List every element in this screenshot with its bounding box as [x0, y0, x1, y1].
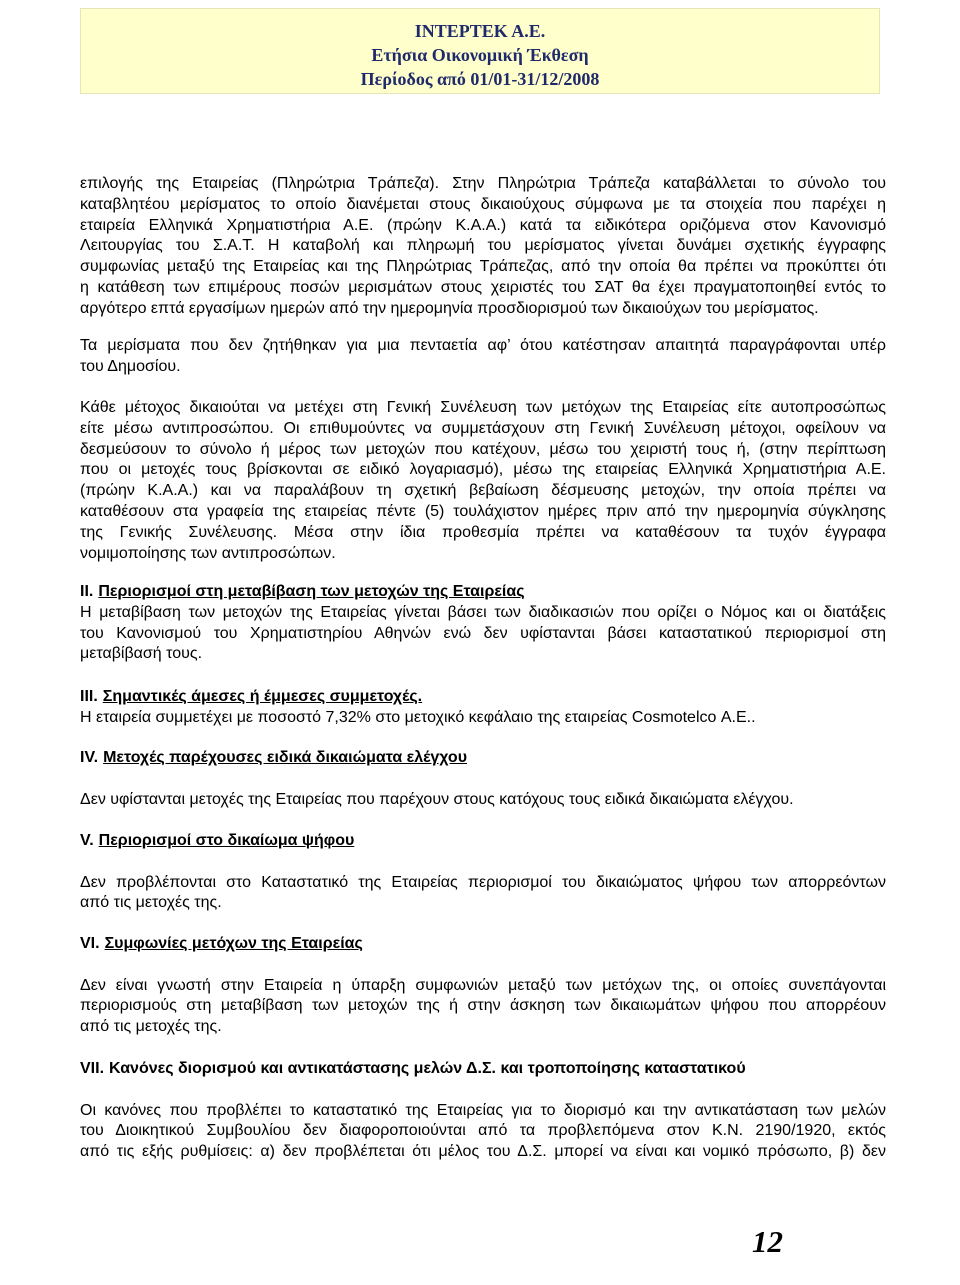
text-line: συμφωνίας μεταξύ της Εταιρείας και της Πληρώτριας Τράπεζας, από την οποία θα πρέπει να προκύπτει ότι: [80, 258, 886, 276]
section-iv: [80, 748, 886, 810]
page-number: 12: [752, 1224, 783, 1259]
text-line: δεσμεύσουν το σύνολο ή μέρος των μετοχών που κατέχουν, μέσω του χειριστή τους ή, (στην περίπτωση: [80, 440, 886, 458]
text-line: η κατάθεση των επιμέρους ποσών μερισμάτων στους χειριστές του ΣΑΤ θα έχει πραγματοποιηθεί εντός το: [80, 278, 886, 296]
section-title: Σημαντικές άμεσες ή έμμεσες συμμετοχές.: [102, 688, 423, 705]
text-line: μεταβίβασή τους.: [80, 645, 203, 663]
section-number: VI.: [80, 935, 100, 952]
blank-line: [80, 852, 886, 873]
section-title: Περιορισμοί στη μεταβίβαση των μετοχών της Εταιρείας: [98, 583, 525, 600]
text-line: από τις μετοχές της.: [80, 894, 222, 912]
paragraph-unclaimed-dividends: [80, 336, 886, 378]
section-heading: [80, 687, 886, 708]
section-heading: [80, 582, 886, 603]
company-name: ΙΝΤΕΡΤΕΚ Α.Ε.: [414, 21, 546, 41]
text-line: Οι κανόνες που προβλέπει το καταστατικό της Εταιρείας για το διορισμό και την αντικατάσταση των μελών: [80, 1101, 886, 1119]
section-number: II.: [80, 583, 94, 600]
section-ii: [80, 582, 886, 665]
text-line: περιορισμούς στη μεταβίβαση των μετοχών της ή στην άσκηση των δικαιωμάτων ψήφου που απορρέουν: [80, 997, 886, 1015]
paragraph-general-meeting: [80, 398, 886, 564]
text-line: εταιρεία Ελληνικά Χρηματιστήρια Α.Ε. (πρώην Κ.Α.Α.) κατά τα ειδικότερα οριζόμενα στον Κανονισμό: [80, 216, 886, 234]
blank-line: [80, 1080, 886, 1101]
section-number: VII.: [80, 1060, 105, 1077]
section-title: Μετοχές παρέχουσες ειδικά δικαιώματα ελέγχου: [103, 749, 468, 766]
text-line: επιλογής της Εταιρείας (Πληρώτρια Τράπεζα). Στην Πληρώτρια Τράπεζα καταβάλλεται το σύνολο του: [80, 175, 886, 192]
text-line: Δεν προβλέπονται στο Καταστατικό της Εταιρείας περιορισμοί του δικαιώματος ψήφου των απορρεόντων: [80, 873, 886, 891]
section-vi: [80, 934, 886, 1038]
section-title: Συμφωνίες μετόχων της Εταιρείας: [104, 935, 363, 952]
section-v: [80, 831, 886, 914]
text-line: νομιμοποίησης των αντιπροσώπων.: [80, 544, 336, 562]
text-line: καταθέσουν στα γραφεία της εταιρείας πέντε (5) τουλάχιστον ημέρες πριν από την ημερομηνία σύγκλησης: [80, 502, 886, 520]
section-title: Περιορισμοί στο δικαίωμα ψήφου: [98, 832, 355, 849]
text-line: του Διοικητικού Συμβουλίου δεν διαφοροποιούνται από τα προβλεπόμενα στον Κ.Ν. 2190/1920, εκτός: [80, 1122, 886, 1140]
text-line: Λειτουργίας του Σ.Α.Τ. Η καταβολή και πληρωμή του μερίσματος γίνεται δυνάμει σχετικής έγγραφης: [80, 237, 886, 255]
text-line: είτε μέσω αντιπροσώπου. Οι επιθυμούντες να συμμετάσχουν στη Γενική Συνέλευση μέτοχοι, οφείλουν να: [80, 419, 886, 437]
report-header: [80, 8, 880, 94]
text-line: Κάθε μέτοχος δικαιούται να μετέχει στη Γενική Συνέλευση των μετόχων της Εταιρείας είτε αυτοπροσώπως: [80, 399, 886, 416]
section-heading: [80, 831, 886, 852]
report-title: Ετήσια Οικονομική Έκθεση: [371, 45, 589, 65]
paragraph-dividend-payment: [80, 174, 886, 320]
section-heading: [80, 748, 886, 769]
text-line: Η εταιρεία συμμετέχει με ποσοστό 7,32% στο μετοχικό κεφάλαιο της εταιρείας Cosmotelco Α.Ε..: [80, 708, 756, 726]
text-line: από τις μετοχές της.: [80, 1018, 222, 1036]
text-line: που οι μετοχές τους βρίσκονται σε ειδικό λογαριασμό), μέσω της εταιρείας Ελληνικά Χρηματιστήρια Α.Ε.: [80, 461, 886, 479]
section-heading: [80, 934, 886, 955]
text-line: του Κανονισμού του Χρηματιστηρίου Αθηνών ενώ δεν υφίστανται βάσει καταστατικού περιορισμοί στη: [80, 624, 886, 642]
blank-line: [80, 955, 886, 976]
section-number: IV.: [80, 749, 99, 766]
text-line: του Δημοσίου.: [80, 357, 181, 375]
section-heading: [80, 1059, 886, 1080]
section-number: V.: [80, 832, 94, 849]
text-line: της Γενικής Συνέλευσης. Μέσα στην ίδια προθεσμία πρέπει να καταθέσουν τα τυχόν έγγραφα: [80, 523, 886, 541]
text-line: καταβλητέου μερίσματος το οποίο διανέμεται στους δικαιούχους σύμφωνα με τα στοιχεία που παρέχει η: [80, 195, 886, 213]
text-line: αργότερο επτά εργασίμων ημερών από την ημερομηνία προσδιορισμού των δικαιούχων του μερίσματος.: [80, 299, 819, 317]
text-line: Η μεταβίβαση των μετοχών της Εταιρείας γίνεται βάσει των διαδικασιών που ορίζει ο Νόμος και οι διατάξεις: [80, 603, 886, 621]
section-title: Κανόνες διορισμού και αντικατάστασης μελών Δ.Σ. και τροποποίησης καταστατικού: [109, 1060, 746, 1077]
text-line: Τα μερίσματα που δεν ζητήθηκαν για μια πενταετία αφ’ ότου κατέστησαν απαιτητά παραγράφονται υπέρ: [80, 337, 886, 354]
text-line: Δεν είναι γνωστή στην Εταιρεία η ύπαρξη συμφωνιών μεταξύ των μετόχων της, οι οποίες συνεπάγονται: [80, 976, 886, 994]
section-iii: [80, 687, 886, 729]
section-vii: [80, 1059, 886, 1163]
report-period: Περίοδος από 01/01-31/12/2008: [360, 69, 600, 89]
text-line: (πρώην Κ.Α.Α.) και να παραλάβουν τη σχετική βεβαίωση δέσμευσης μετοχών, την οποία πρέπει να: [80, 482, 886, 500]
text-line: από τις εξής ρυθμίσεις: α) δεν προβλέπεται ότι μέλος του Δ.Σ. μπορεί να είναι και νομικό πρόσωπο, β) δεν: [80, 1143, 886, 1161]
blank-line: [80, 769, 886, 790]
section-number: III.: [80, 688, 98, 705]
text-line: Δεν υφίστανται μετοχές της Εταιρείας που παρέχουν στους κατόχους τους ειδικά δικαιώματα ελέγχου.: [80, 790, 794, 808]
